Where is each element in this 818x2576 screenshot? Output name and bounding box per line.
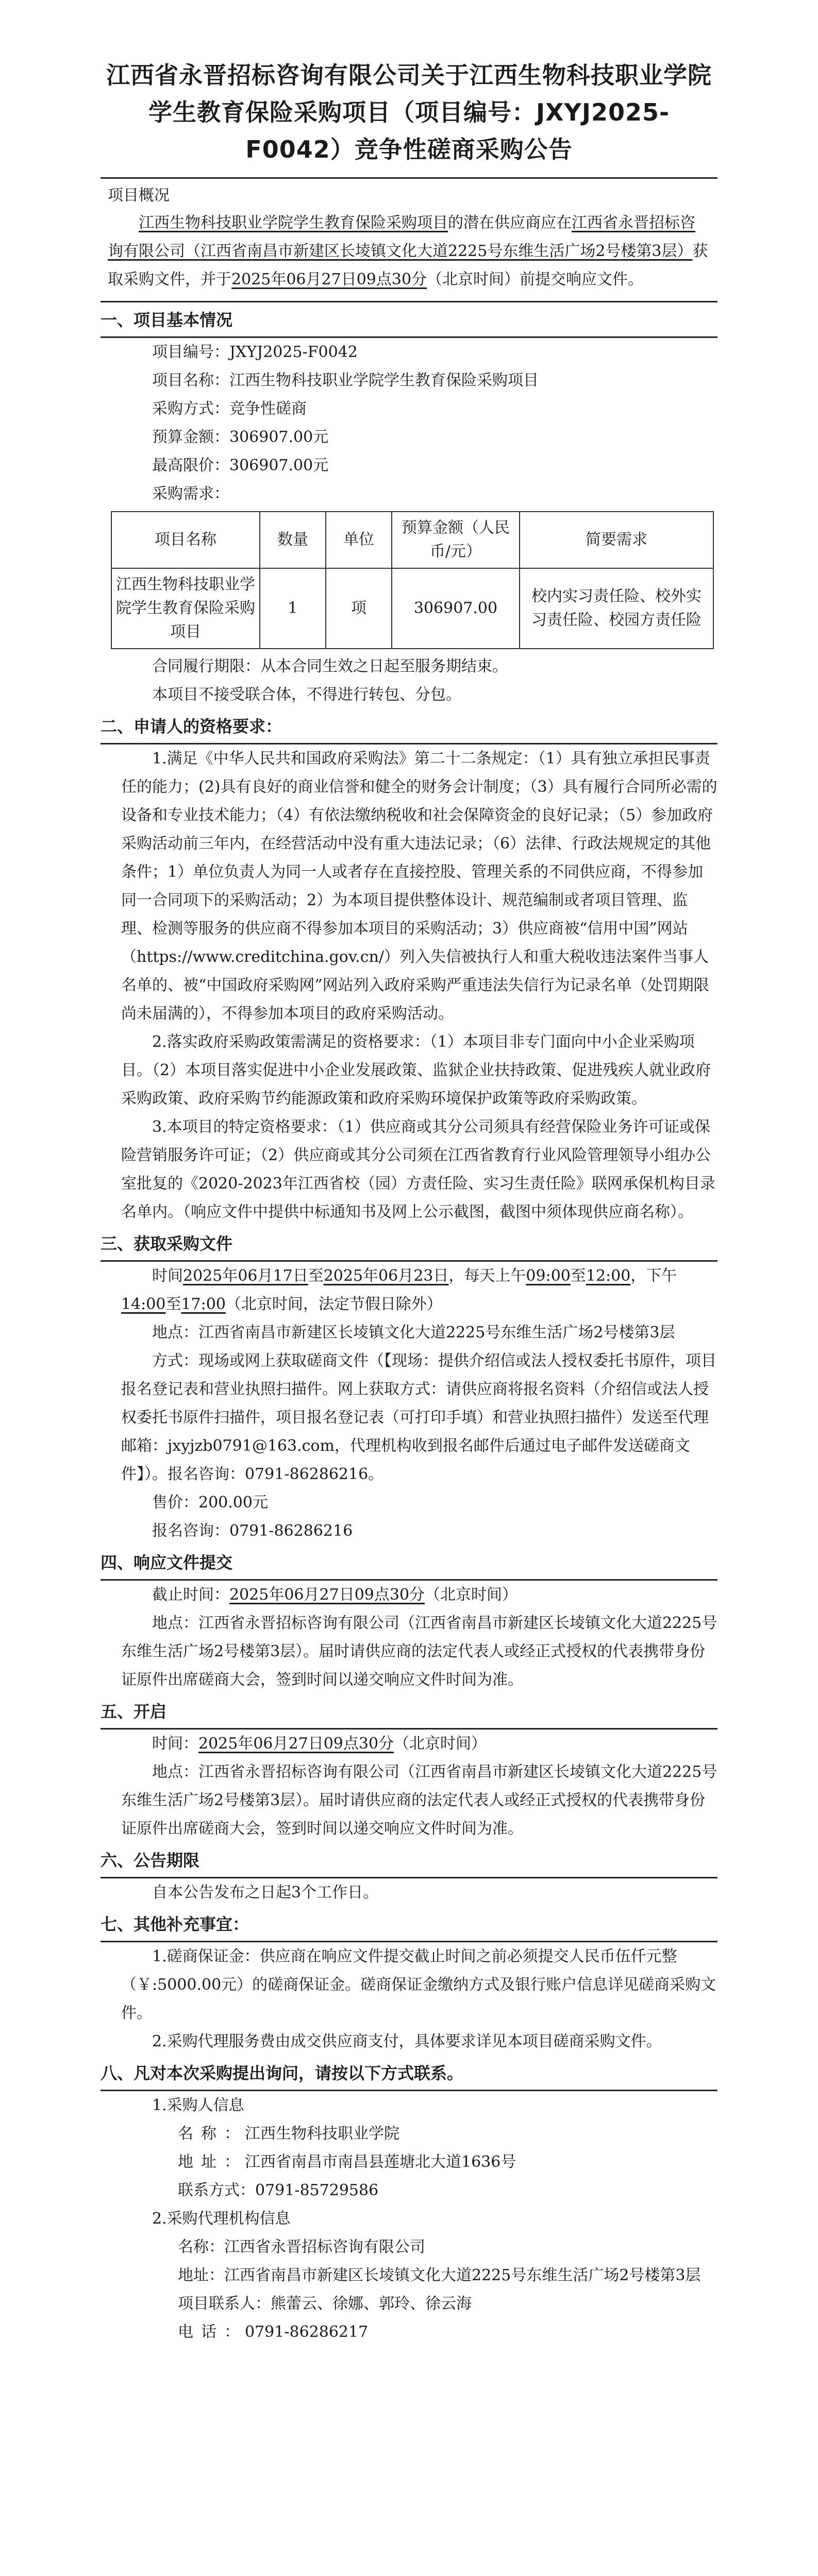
obtain-time	[101, 1262, 717, 1318]
project-name: 项目名称：江西生物科技职业学院学生教育保险采购项目	[152, 371, 539, 389]
time-part: 17:00	[181, 1295, 226, 1313]
buyer-address-key: 地址：	[178, 2153, 240, 2171]
opening-time	[101, 1730, 717, 1758]
time-part: （北京时间，法定节假日除外）	[225, 1295, 442, 1313]
qualification-policy: 2.落实政府采购政策需满足的资格要求：（1）本项目非专门面向中小企业采购项目。（2）本项目落实促进中小企业发展政策、监狱企业扶持政策、促进残疾人就业政府采购政策、政府采购节约能源政策和政府采购环境保护政策等政府采购政策。	[121, 1033, 711, 1108]
buyer-phone: 联系方式：0791-85729586	[178, 2181, 379, 2199]
time-part: 12:00	[586, 1267, 631, 1285]
page-title: 江西省永晋招标咨询有限公司关于江西生物科技职业学院学生教育保险采购项目（项目编号：JXYJ2025-F0042）竞争性磋商采购公告	[106, 61, 712, 163]
time-part: 至	[308, 1267, 324, 1285]
project-summary	[101, 177, 717, 302]
notice-period-text: 自本公告发布之日起3个工作日。	[152, 1884, 379, 1902]
time-part: 2025年06月23日	[323, 1267, 449, 1285]
agency-name: 名称：江西省永晋招标咨询有限公司	[178, 2238, 425, 2256]
section-heading-notice-period: 六、公告期限	[101, 1847, 717, 1878]
agency-info-label: 2.采购代理机构信息	[152, 2210, 291, 2228]
buyer-name-value: 江西生物科技职业学院	[245, 2125, 399, 2143]
opening-part: 2025年06月27日09点30分	[198, 1735, 394, 1753]
buyer-address-value: 江西省南昌市南昌县莲塘北大道1636号	[245, 2153, 516, 2171]
buyer-address	[101, 2148, 717, 2176]
table-cell: 江西生物科技职业学院学生教育保险采购项目	[111, 568, 260, 649]
qualification-general: 1.满足《中华人民共和国政府采购法》第二十二条规定：（1）具有独立承担民事责任的能力；(2)具有良好的商业信誉和健全的财务会计制度；（3）具有履行合同所必需的设备和专业技术能力；（4）有依法缴纳税收和社会保障资金的良好记录；（5）参加政府采购活动前三年内，在经营活动中没有重大违法记录；（6）法律、行政法规规定的其他条件；1）单位负责人为同一人或者存在直接控股、管理关系的不同供应商，不得参加同一合同项下的采购活动；2）为本项目提供整体设计、规范编制或者项目管理、监理、检测等服务的供应商不得参加本项目的采购活动；3）供应商被“信用中国”网站（https://www.creditchina.gov.cn/）列入失信被执行人和重大税收违法案件当事人名单的、被“中国政府采购网”网站列入政府采购严重违法失信行为记录名单（处罚期限尚未届满的），不得参加本项目的政府采购活动。	[121, 750, 717, 1023]
summary-part: 的潜在供应商应在	[448, 214, 572, 232]
table-cell: 1	[260, 568, 326, 649]
obtain-place: 地点：江西省南昌市新建区长堎镇文化大道2225号东维生活广场2号楼第3层	[152, 1324, 675, 1342]
agency-address: 地址：江西省南昌市新建区长堎镇文化大道2225号东维生活广场2号楼第3层	[178, 2266, 701, 2284]
table-header-row	[111, 512, 713, 568]
section-heading-basic-info: 一、项目基本情况	[101, 307, 717, 338]
summary-part: 江西生物科技职业学院学生教育保险采购项目	[139, 214, 448, 232]
summary-part: 2025年06月27日09点30分	[231, 270, 427, 289]
qualification-specific: 3.本项目的特定资格要求：（1）供应商或其分公司须具有经营保险业务许可证或保险营销服务许可证；（2）供应商或其分公司须在江西省教育行业风险管理领导小组办公室批复的《2020-2023年江西省校（园）方责任险、实习生责任险》联网承保机构目录名单内。（响应文件中提供中标通知书及网上公示截图，截图中须体现供应商名称）。	[121, 1118, 715, 1221]
section-heading-obtain-documents: 三、获取采购文件	[101, 1230, 717, 1262]
procurement-method: 采购方式：竞争性磋商	[152, 400, 307, 418]
summary-label: 项目概况	[108, 187, 170, 205]
section-heading-opening: 五、开启	[101, 1698, 717, 1730]
time-part: 时间	[152, 1267, 183, 1285]
table-row	[111, 568, 713, 649]
registration-consult: 报名咨询：0791-86286216	[152, 1522, 353, 1540]
table-header: 简要需求	[520, 512, 713, 568]
project-number: 项目编号：JXYJ2025-F0042	[152, 343, 358, 361]
summary-part: （北京时间）前提交响应文件。	[427, 270, 644, 289]
table-header: 项目名称	[111, 512, 260, 568]
time-part: ，下午	[630, 1267, 677, 1285]
section-heading-qualifications: 二、申请人的资格要求：	[101, 713, 717, 744]
budget-amount: 预算金额：306907.00元	[152, 428, 329, 446]
deadline-part: 截止时间：	[152, 1586, 229, 1604]
table-header: 数量	[260, 512, 326, 568]
table-header: 预算金额（人民币/元）	[392, 512, 520, 568]
section-heading-contacts: 八、凡对本次采购提出询问，请按以下方式联系。	[101, 2060, 717, 2091]
contract-period: 合同履行期限：从本合同生效之日起至服务期结束。	[152, 657, 508, 675]
agency-phone-key: 电话：	[178, 2323, 240, 2341]
time-part: ，每天上午	[448, 1267, 526, 1285]
deposit-note: 1.磋商保证金：供应商在响应文件提交截止时间之前必须提交人民币伍仟元整（￥:5000.00元）的磋商保证金。磋商保证金缴纳方式及银行账户信息详见磋商采购文件。	[121, 1947, 716, 2022]
summary-text	[108, 209, 710, 294]
document-price: 售价：200.00元	[152, 1494, 268, 1512]
deadline-part: （北京时间）	[425, 1586, 518, 1604]
agency-contact-persons: 项目联系人：熊蕾云、徐娜、郭玲、徐云海	[178, 2295, 472, 2313]
table-header: 单位	[326, 512, 392, 568]
time-part: 至	[570, 1267, 586, 1285]
opening-place: 地点：江西省永晋招标咨询有限公司（江西省南昌市新建区长堎镇文化大道2225号东维生活广场2号楼第3层）。届时请供应商的法定代表人或经正式授权的代表携带身份证原件出席磋商大会，签到时间以递交响应文件时间为准。	[121, 1763, 717, 1838]
table-cell: 306907.00	[392, 568, 520, 649]
time-part: 至	[165, 1295, 181, 1313]
section-heading-other-matters: 七、其他补充事宜：	[101, 1911, 717, 1942]
needs-label: 采购需求：	[152, 485, 229, 503]
submission-deadline	[101, 1581, 717, 1609]
summary-part: 江西省永晋招标咨询有限公司（江西省南昌市新建区长堎镇文化大道2225号东维生活广场2号楼第3层）	[108, 214, 695, 260]
summary-part: 获取采购文件，并于	[108, 242, 708, 289]
opening-part: （北京时间）	[394, 1735, 487, 1753]
buyer-info-label: 1.采购人信息	[152, 2096, 244, 2114]
section-heading-submission: 四、响应文件提交	[101, 1549, 717, 1581]
max-price: 最高限价：306907.00元	[152, 456, 329, 474]
agency-phone-value: 0791-86286217	[245, 2323, 369, 2341]
agency-fee-note: 2.采购代理服务费由成交供应商支付，具体要求详见本项目磋商采购文件。	[152, 2032, 662, 2050]
buyer-name	[101, 2120, 717, 2148]
time-part: 14:00	[121, 1295, 166, 1313]
time-part: 09:00	[526, 1267, 571, 1285]
opening-part: 时间：	[152, 1735, 198, 1753]
buyer-name-key: 名称：	[178, 2125, 240, 2143]
consortium-note: 本项目不接受联合体，不得进行转包、分包。	[152, 686, 461, 704]
requirements-table	[111, 511, 714, 649]
agency-phone	[101, 2318, 717, 2346]
submission-place: 地点：江西省永晋招标咨询有限公司（江西省南昌市新建区长堎镇文化大道2225号东维生活广场2号楼第3层）。届时请供应商的法定代表人或经正式授权的代表携带身份证原件出席磋商大会，签到时间以递交响应文件时间为准。	[121, 1614, 717, 1689]
obtain-method: 方式：现场或网上获取磋商文件（【现场：提供介绍信或法人授权委托书原件，项目报名登记表和营业执照扫描件。网上获取方式：请供应商将报名资料（介绍信或法人授权委托书原件扫描件，项目报名登记表（可打印手填）和营业执照扫描件）发送至代理邮箱：jxyjzb0791@163.com，代理机构收到报名邮件后通过电子邮件发送磋商文件】）。报名咨询：0791-86286216。	[121, 1352, 716, 1483]
table-cell: 校内实习责任险、校外实习责任险、校园方责任险	[520, 568, 713, 649]
time-part: 2025年06月17日	[183, 1267, 308, 1285]
table-cell: 项	[326, 568, 392, 649]
deadline-part: 2025年06月27日09点30分	[229, 1586, 425, 1604]
